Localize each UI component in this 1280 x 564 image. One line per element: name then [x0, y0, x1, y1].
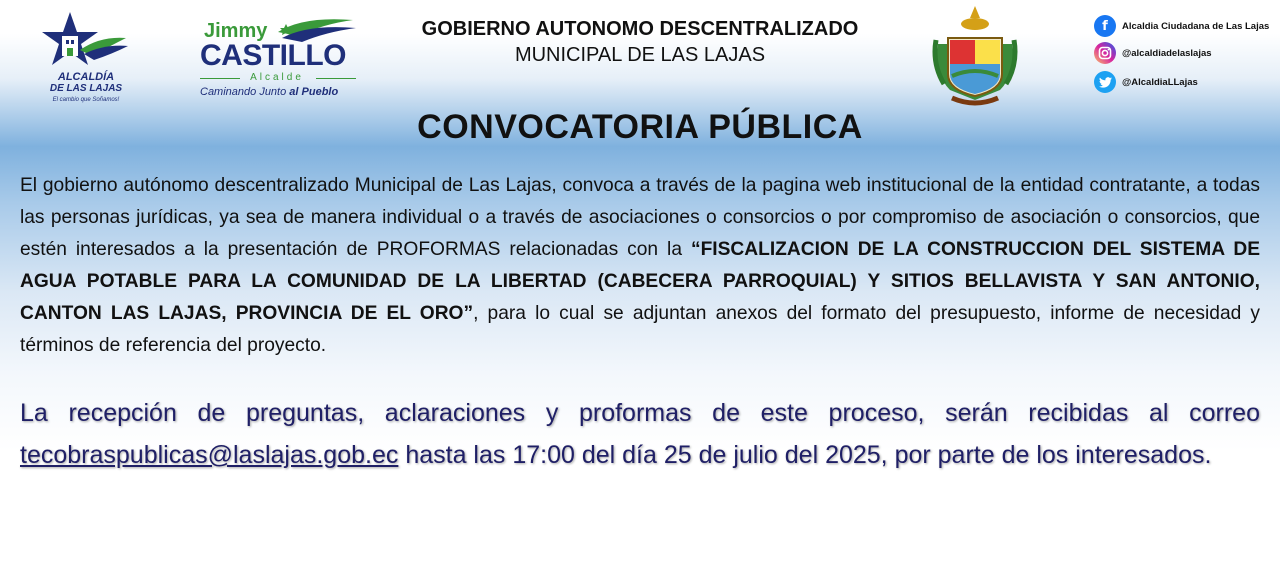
gov-subtitle: MUNICIPAL DE LAS LAJAS	[514, 44, 766, 66]
alcaldia-star-icon	[40, 10, 135, 74]
twitter-handle: @AlcaldiaLLajas	[1122, 76, 1198, 88]
social-facebook[interactable]	[1094, 14, 1269, 38]
twitter-icon	[1094, 71, 1116, 93]
contact-email-link[interactable]: tecobraspublicas@laslajas.gob.ec	[20, 441, 399, 469]
notice-suffix: hasta las 17:00 del día 25 de julio del 2025, por parte de los interesados.	[398, 441, 1212, 469]
instagram-icon	[1094, 42, 1116, 64]
mayor-slogan-bold: al Pueblo	[289, 86, 339, 98]
body-outro: , para lo cual se adjuntan anexos del formato del presupuesto, informe de necesidad y términos de referencia del proyecto.	[20, 303, 1260, 356]
facebook-handle: Alcaldia Ciudadana de Las Lajas	[1122, 20, 1270, 32]
alcaldia-logo-line2: DE LAS LAJAS	[49, 83, 123, 94]
divider	[316, 78, 356, 79]
mayor-slogan	[200, 86, 338, 98]
submission-notice	[20, 392, 1260, 476]
coat-of-arms-icon	[930, 4, 1020, 112]
facebook-icon: f	[1094, 15, 1116, 37]
mayor-last-name: CASTILLO	[200, 39, 346, 72]
alcaldia-logo	[40, 10, 135, 106]
page-title: CONVOCATORIA PÚBLICA	[417, 108, 863, 146]
mayor-role: Alcalde	[250, 72, 304, 83]
header	[0, 0, 1280, 118]
notice-prefix: La recepción de preguntas, aclaraciones y proformas de este proceso, serán recibidas al correo	[20, 399, 1260, 427]
social-instagram[interactable]	[1094, 41, 1212, 65]
mayor-logo	[198, 14, 363, 104]
mayor-slogan-prefix: Caminando Junto	[200, 86, 287, 98]
body-intro: El gobierno autónomo descentralizado Municipal de Las Lajas, convoca a través de la pagina web institucional de la entidad contratante, a todas las personas jurídicas, ya sea de manera individual o a través de asociaciones o consorcios o por compromiso de asociación o consorcios, que estén interesados a la presentación de PROFORMAS relacionadas con la	[20, 175, 1260, 260]
gov-title: GOBIERNO AUTONOMO DESCENTRALIZADO	[421, 18, 859, 40]
project-name: “FISCALIZACION DE LA CONSTRUCCION DEL SISTEMA DE AGUA POTABLE PARA LA COMUNIDAD DE LA LIBERTAD (CABECERA PARROQUIAL) Y SITIOS BELLAVISTA Y SAN ANTONIO, CANTON LAS LAJAS, PROVINCIA DE EL ORO”	[20, 239, 1260, 324]
instagram-handle: @alcaldiadelaslajas	[1122, 47, 1212, 59]
mayor-first-name: Jimmy	[204, 20, 268, 42]
alcaldia-logo-line1: ALCALDÍA	[57, 71, 115, 83]
announcement-body	[20, 170, 1260, 362]
social-twitter[interactable]	[1094, 70, 1198, 94]
alcaldia-logo-tagline: El cambio que Soñamos!	[52, 97, 120, 103]
